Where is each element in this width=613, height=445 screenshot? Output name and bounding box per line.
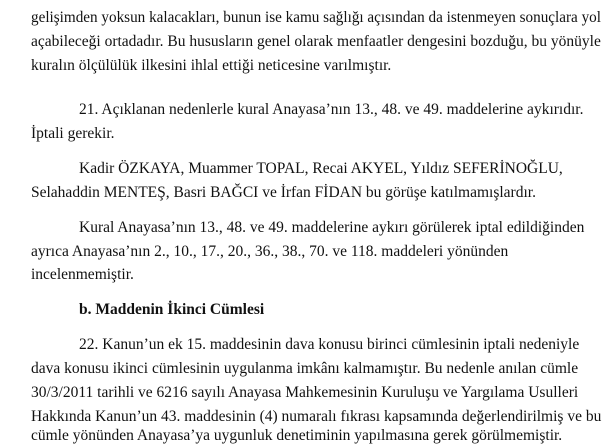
paragraph-22-line-5: cümle yönünden Anayasa’ya uygunluk denetiminin yapılmasına gerek görülmemiştir. (31, 427, 563, 444)
paragraph-22-line-3: 30/3/2011 tarihli ve 6216 sayılı Anayasa Mahkemesinin Kuruluşu ve Yargılama Usulleri (31, 384, 579, 401)
paragraph-22-line-2: dava konusu ikinci cümlesinin uygulanma imkânı kalmamıştır. Bu nedenle anılan cümle (31, 360, 579, 377)
paragraph-dissent-line-2: Selahaddin MENTEŞ, Basri BAĞCI ve İrfan FİDAN bu görüşe katılmamışlardır. (31, 184, 536, 201)
paragraph-dissent-line-1: Kadir ÖZKAYA, Muammer TOPAL, Recai AKYEL, Yıldız SEFERİNOĞLU, (79, 160, 563, 177)
paragraph-21-line-1: 21. Açıklanan nedenlerle kural Anayasa’nın 13., 48. ve 49. maddelerine aykırıdır. (79, 101, 584, 118)
paragraph-articles-line-1: Kural Anayasa’nın 13., 48. ve 49. maddelerine aykırı görülerek iptal edildiğinden (79, 219, 585, 236)
paragraph-22-line-4: Hakkında Kanun’un 43. maddesinin (4) numaralı fıkrası kapsamında değerlendirilmiş ve bu (31, 408, 602, 425)
paragraph-continued-line-1: gelişimden yoksun kalacakları, bunun ise kamu sağlığı açısından da istenmeyen sonuçlara yol (31, 9, 601, 26)
paragraph-22-line-1: 22. Kanun’un ek 15. maddesinin dava konusu birinci cümlesinin iptali nedeniyle (79, 336, 580, 353)
paragraph-articles-line-3: incelenmemiştir. (31, 266, 134, 283)
paragraph-continued-line-3: kuralın ölçülülük ilkesini ihlal ettiği neticesine varılmıştır. (31, 57, 392, 74)
paragraph-articles-line-2: ayrıca Anayasa’nın 2., 10., 17., 20., 36., 38., 70. ve 118. maddeleri yönünden (31, 243, 509, 260)
paragraph-21-line-2: İptali gerekir. (31, 125, 115, 142)
section-heading: b. Maddenin İkinci Cümlesi (79, 301, 265, 318)
paragraph-continued-line-2: açabileceği ortadadır. Bu hususların genel olarak menfaatler dengesini bozduğu, bu yönüyle (31, 33, 601, 50)
